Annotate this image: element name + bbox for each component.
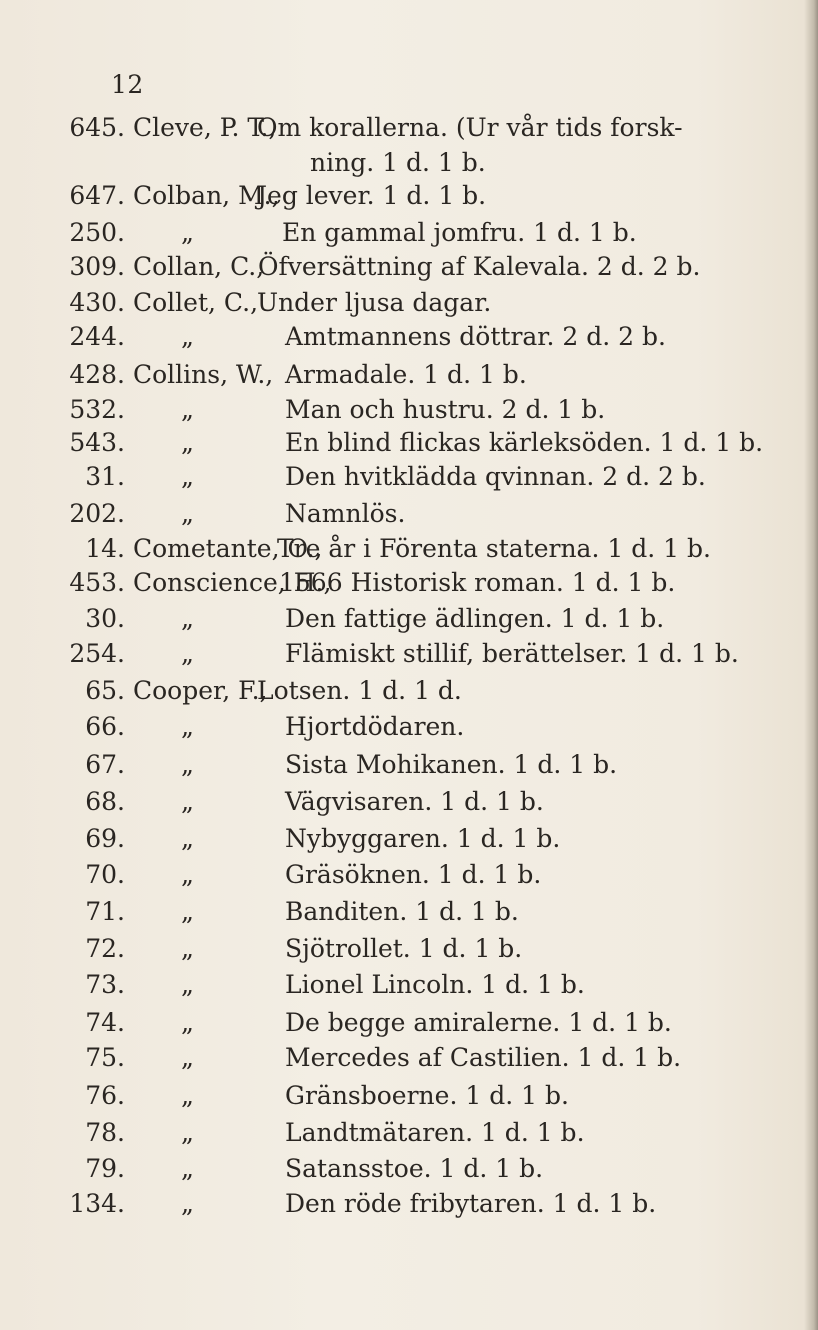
entry-author: Cooper, F., <box>133 676 268 705</box>
catalog-entry <box>0 1184 818 1224</box>
entry-title: Hjortdödaren. <box>285 712 465 741</box>
entry-title: Under ljusa dagar. <box>257 288 492 317</box>
catalog-entry <box>0 892 818 932</box>
entry-author: Collins, W., <box>133 360 274 389</box>
entry-title: Den hvitklädda qvinnan. 2 d. 2 b. <box>285 462 706 491</box>
entry-title: Namnlös. <box>285 499 406 528</box>
catalog-entry <box>0 176 818 216</box>
catalog-entry <box>0 108 818 148</box>
entry-title: Amtmannens döttrar. 2 d. 2 b. <box>285 322 666 351</box>
catalog-entry <box>0 317 818 357</box>
entry-number: 647. <box>69 181 125 210</box>
ditto-mark: „ <box>181 934 194 963</box>
ditto-mark: „ <box>181 604 194 633</box>
entry-number: 30. <box>85 604 125 633</box>
entry-number: 68. <box>85 787 125 816</box>
entry-title: Sjötrollet. 1 d. 1 b. <box>285 934 523 963</box>
catalog-entry <box>0 855 818 895</box>
entry-title: Nybyggaren. 1 d. 1 b. <box>285 824 561 853</box>
entry-number: 67. <box>85 750 125 779</box>
entry-number: 72. <box>85 934 125 963</box>
entry-title: Lionel Lincoln. 1 d. 1 b. <box>285 970 585 999</box>
entry-number: 532. <box>69 395 125 424</box>
entry-title: Satansstoe. 1 d. 1 b. <box>285 1154 544 1183</box>
ditto-mark: „ <box>181 824 194 853</box>
entry-title: De begge amiralerne. 1 d. 1 b. <box>285 1008 672 1037</box>
entry-number: 66. <box>85 712 125 741</box>
ditto-mark: „ <box>181 787 194 816</box>
catalog-entry <box>0 355 818 395</box>
catalog-entry <box>0 494 818 534</box>
ditto-mark: „ <box>181 218 194 247</box>
entry-number: 250. <box>69 218 125 247</box>
catalog-entry <box>0 671 818 711</box>
entry-number: 430. <box>69 288 125 317</box>
entry-number: 65. <box>85 676 125 705</box>
ditto-mark: „ <box>181 712 194 741</box>
entry-number: 70. <box>85 860 125 889</box>
entry-author: Colban, M., <box>133 181 280 210</box>
entry-number: 74. <box>85 1008 125 1037</box>
catalog-entry <box>0 1076 818 1116</box>
entry-number: 428. <box>69 360 125 389</box>
entry-author: Cometante, O., <box>133 534 323 563</box>
catalog-entry <box>0 1149 818 1189</box>
entry-number: 73. <box>85 970 125 999</box>
catalog-entry <box>0 563 818 603</box>
ditto-mark: „ <box>181 395 194 424</box>
entry-title: En blind flickas kärleksöden. 1 d. 1 b. <box>285 428 764 457</box>
entry-number: 71. <box>85 897 125 926</box>
entry-number: 309. <box>69 252 125 281</box>
entry-number: 202. <box>69 499 125 528</box>
entry-title: Gräsöknen. 1 d. 1 b. <box>285 860 542 889</box>
ditto-mark: „ <box>181 1081 194 1110</box>
ditto-mark: „ <box>181 322 194 351</box>
catalog-entry <box>0 707 818 747</box>
catalog-entry <box>0 1003 818 1043</box>
entry-author: Collan, C., <box>133 252 265 281</box>
catalog-entry <box>0 819 818 859</box>
entry-title: Sista Mohikanen. 1 d. 1 b. <box>285 750 618 779</box>
catalog-entry <box>0 1113 818 1153</box>
catalog-entry <box>0 1038 818 1078</box>
catalog-entry <box>0 599 818 639</box>
catalog-entry <box>0 782 818 822</box>
catalog-entry <box>0 634 818 674</box>
entry-number: 645. <box>69 113 125 142</box>
entry-author: Cleve, P. T., <box>133 113 277 142</box>
ditto-mark: „ <box>181 428 194 457</box>
entry-number: 31. <box>85 462 125 491</box>
entry-title-continuation: ning. 1 d. 1 b. <box>310 148 486 177</box>
entry-author: Collet, C., <box>133 288 259 317</box>
entry-number: 78. <box>85 1118 125 1147</box>
entry-number: 75. <box>85 1043 125 1072</box>
catalog-entry <box>0 745 818 785</box>
catalog-entry <box>0 247 818 287</box>
entry-title: Man och hustru. 2 d. 1 b. <box>285 395 606 424</box>
ditto-mark: „ <box>181 860 194 889</box>
entry-title: Landtmätaren. 1 d. 1 b. <box>285 1118 585 1147</box>
ditto-mark: „ <box>181 1118 194 1147</box>
ditto-mark: „ <box>181 1008 194 1037</box>
catalog-entry <box>0 965 818 1005</box>
entry-title: 1566 Historisk roman. 1 d. 1 b. <box>279 568 676 597</box>
entry-title: Den fattige ädlingen. 1 d. 1 b. <box>285 604 665 633</box>
entry-title: Den röde fribytaren. 1 d. 1 b. <box>285 1189 657 1218</box>
ditto-mark: „ <box>181 1154 194 1183</box>
entry-number: 134. <box>69 1189 125 1218</box>
ditto-mark: „ <box>181 897 194 926</box>
ditto-mark: „ <box>181 639 194 668</box>
entry-title: Mercedes af Castilien. 1 d. 1 b. <box>285 1043 682 1072</box>
entry-number: 453. <box>69 568 125 597</box>
entry-title: Vägvisaren. 1 d. 1 b. <box>285 787 544 816</box>
page-number: 12 <box>111 70 144 99</box>
entry-title: Banditen. 1 d. 1 b. <box>285 897 519 926</box>
entry-title: Öfversättning af Kalevala. 2 d. 2 b. <box>258 252 701 281</box>
entry-title: Om korallerna. (Ur vår tids forsk- <box>257 113 683 142</box>
entry-author: Conscience, H., <box>133 568 332 597</box>
entry-title: Lotsen. 1 d. 1 d. <box>257 676 462 705</box>
catalog-entry <box>0 457 818 497</box>
ditto-mark: „ <box>181 970 194 999</box>
entry-title: Armadale. 1 d. 1 b. <box>285 360 527 389</box>
entry-number: 254. <box>69 639 125 668</box>
entry-title: Jeg lever. 1 d. 1 b. <box>257 181 487 210</box>
ditto-mark: „ <box>181 462 194 491</box>
entry-number: 543. <box>69 428 125 457</box>
entry-title: Tre år i Förenta staterna. 1 d. 1 b. <box>277 534 711 563</box>
ditto-mark: „ <box>181 1043 194 1072</box>
entry-number: 244. <box>69 322 125 351</box>
ditto-mark: „ <box>181 499 194 528</box>
entry-title: En gammal jomfru. 1 d. 1 b. <box>282 218 637 247</box>
catalog-entry <box>0 929 818 969</box>
entry-number: 76. <box>85 1081 125 1110</box>
entry-title: Gränsboerne. 1 d. 1 b. <box>285 1081 569 1110</box>
entry-number: 79. <box>85 1154 125 1183</box>
entry-number: 69. <box>85 824 125 853</box>
ditto-mark: „ <box>181 750 194 779</box>
entry-title: Flämiskt stillif, berättelser. 1 d. 1 b. <box>285 639 739 668</box>
ditto-mark: „ <box>181 1189 194 1218</box>
entry-number: 14. <box>85 534 125 563</box>
